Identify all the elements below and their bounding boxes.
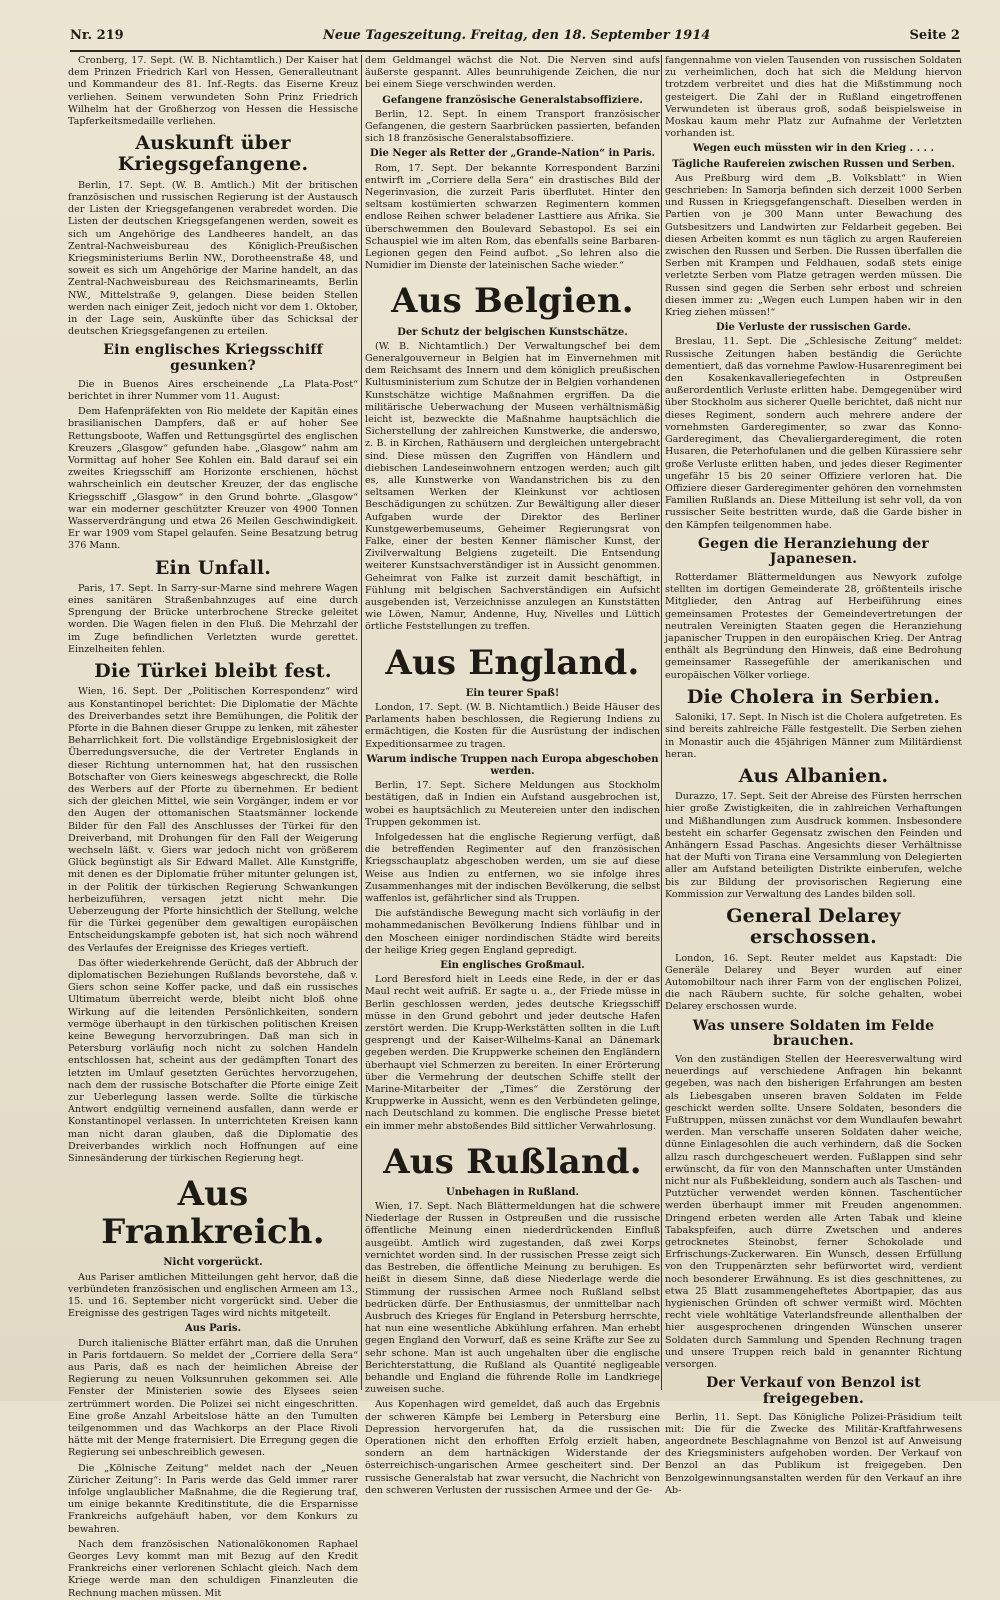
headline-tuerkei: Die Türkei bleibt fest. <box>94 660 332 683</box>
headline-unfall: Ein Unfall. <box>154 556 272 579</box>
headline-england: Aus England. <box>385 642 640 683</box>
column-3 <box>665 55 962 1496</box>
article-paragraph: Durazzo, 17. Sept. Seit der Abreise des Fürsten herrschen hier große Zwistigkeiten, die in zahlreichen Verhaftungen und Mißhandlungen zum Ausdruck kommen. Insbesondere besteht ein scharfer Gegensatz zwischen den Feinden und Anhängern Essad Paschas. Angesichts dieser Verhältnisse hat der Mufti von Tirana eine Versammlung von Delegierten aller am Aufstand beteiligten Distrikte einberufen, welche bis zur Bildung der provisorischen Regierung eine Kommission zur Verwaltung des Landes bilden soll. <box>665 791 962 900</box>
article-paragraph: Von den zuständigen Stellen der Heeresverwaltung wird neuerdings auf verschiedene Anfragen hin bekannt gegeben, was nach den bisherigen Erfahrungen am besten als Liebesgaben unseren braven Soldaten im Felde geschickt werden sollte. Unsere Soldaten, besonders die Fußtruppen, müssen zunächst vor dem Wundlaufen bewahrt werden. Man verschaffe unseren Soldaten daher weiche, dünne Einlagesohlen die auch verhindern, daß die Socken allzu rasch durchgescheuert werden. Fußlappen sind sehr erwünscht, da für von den Mannschaften unter Umständen nicht nur als Fußbekleidung, sondern auch als Taschen- und Putztücher verwendet werden können. Taschentücher werden überhaupt immer mit Freuden angenommen. Dringend erbeten werden alle Arten Tabak und kleine Tabakspfeifen, auch dürre Zwetschen und anderes getrocknetes Steinobst, ferner Schokolade und Erfrischungs-Zuckerwaren. Ein Wunsch, dessen Erfüllung von den Truppenärzten sehr befürwortet wird, verdient noch besonderer Erwähnung. Es ist dies geschnittenes, zu etwa 25 Blatt zusammengeheftetes Abortpapier, das aus hygienischen Gründen oft schwer vermißt wird. Möchten recht viele wohltätige Vaterlandsfreunde allenthalben der hier ausgesprochenen dringenden Wünschen unserer Soldaten durch Sammlung und Spenden Rechnung tragen und unsere Truppen reich bald in genannter Richtung versorgen. <box>665 1053 962 1371</box>
article-paragraph: Cronberg, 17. Sept. (W. B. Nichtamtlich.) Der Kaiser hat dem Prinzen Friedrich Karl von Hessen, Generalleutnant und Kommandeur des 81. Inf.-Regts. das Eiserne Kreuz verliehen. Seinem verwundeten Sohn Prinz Friedrich Wilhelm hat der Großherzog von Hessen die Hessische Tapferkeitsmedaille verliehen. <box>68 55 358 128</box>
article-paragraph: Berlin, 11. Sept. Das Königliche Polizei-Präsidium teilt mit: Die für die Zwecke des Militär-Kraftfahrwesens angeordnete Beschlagnahme von Benzol ist auf Anweisung des Kriegsministers aufgehoben worden. Der Verkauf von Benzol an das Publikum ist freigegeben. Den Benzolgewinnungsanstalten werden für den Verkauf an ihre Ab- <box>665 1411 962 1496</box>
subheadline: Gefangene französische Generalstabsoffiziere. <box>382 94 643 106</box>
subheadline: Warum indische Truppen nach Europa abgeschoben werden. <box>366 753 659 777</box>
article-paragraph: Die „Kölnische Zeitung“ meldet nach der „Neuen Züricher Zeitung“: In Paris werde das Geld immer rarer infolge unglaublicher Maßnahme, die die Regierung traf, um einige bekannte Kreditinstitute, die die Ersparnisse Frankreichs aufgehäuft haben, vor dem Konkurs zu bewahren. <box>68 1462 358 1535</box>
subheadline: Ein englisches Großmaul. <box>440 959 585 971</box>
article-paragraph: Saloniki, 17. Sept. In Nisch ist die Cholera aufgetreten. Es sind bereits zahlreiche Fälle festgestellt. Die Serben ziehen in Monastir auch die 45jährigen Männer zum Militärdienst heran. <box>665 712 962 760</box>
column-2 <box>365 55 660 1496</box>
article-paragraph: Rom, 17. Sept. Der bekannte Korrespondent Barzini entwirft im „Corriere della Sera“ ein drastisches Bild der Negerinvasion, die zurzeit Paris überflutet. Hinter den seltsam kostümierten schwarzen Regimentern kommen endlose Reihen schwer beladener Lasttiere aus Afrika. Sie überschwemmen den Boulevard Sebastopol. Es sei ein Schauspiel wie im alten Rom, das ebenfalls seine Barbaren-Legionen gegen den Feind aufbot. „So lehren also die Numidier im Dienste der lateinischen Sache wieder.“ <box>365 162 660 272</box>
headline-soldaten: Was unsere Soldaten im Felde brauchen. <box>692 1017 935 1050</box>
article-paragraph: Aus Preßburg wird dem „B. Volksblatt“ in Wien geschrieben: In Samorja befinden sich derzeit 1000 Serben und Russen in Kriegsgefangenschaft. Dieselben werden in Partien von je 300 Mann unter Bewachung des Gutsbesitzers und Landwirten zur Feldarbeit gegeben. Bei diesen Arbeiten kommt es nun täglich zu argen Raufereien zwischen den Russen und Serben. Die Russen überfallen die Serben mit Krampen und Feldhauen, sodaß stets einige verletzte Serben vom Platze getragen werden müssen. Die Russen sind gegen die Serben sehr erbost und schreien diesen immer zu: „Wegen euch Lumpen haben wir in den Krieg ziehen müssen!“ <box>665 172 962 319</box>
headline-albanien: Aus Albanien. <box>738 764 889 787</box>
article-paragraph: Nach dem französischen Nationalökonomen Raphael Georges Levy kommt man mit Bezug auf den Kredit Frankreichs einer verlorenen Schlacht gleich. Nach dem Kriege werde man den schuldigen Finanzleuten die Rechnung machen müssen. Mit <box>68 1538 358 1599</box>
subheadline: Nicht vorgerückt. <box>163 1257 263 1269</box>
headline-auskunft: Auskunft über Kriegsgefangene. <box>117 132 309 176</box>
article-paragraph: Berlin, 12. Sept. In einem Transport französischer Gefangenen, die gestern Saarbrücken passierten, befanden sich 18 französische Generalstabsoffiziere. <box>365 108 660 145</box>
article-paragraph: Aus Kopenhagen wird gemeldet, daß auch das Ergebnis der schweren Kämpfe bei Lemberg in Petersburg eine Depression hervorgerufen hat, da die russischen Operationen nicht den erhofften Erfolg erzielt haben, sondern an dem hartnäckigen Widerstande der österreichisch-ungarischen Armee gescheitert sind. Der russische Generalstab hat zwar versucht, die Nachricht von den schweren Verlusten der russischen Armee und der Ge- <box>365 1399 660 1496</box>
article-paragraph: Paris, 17. Sept. In Sarry-sur-Marne sind mehrere Wagen eines sanitären Straßenbahnzuges auf eine durch Sprengung der Brücke unterbrochene Strecke geleitet worden. Die Wagen fielen in den Fluß. Die Mehrzahl der im Zuge befindlichen Verletzten wurde gerettet. Einzelheiten fehlen. <box>68 582 358 655</box>
subheadline: Unbehagen in Rußland. <box>446 1186 579 1198</box>
article-paragraph: Breslau, 11. Sept. Die „Schlesische Zeitung“ meldet: Russische Zeitungen haben beständig die Gerüchte dementiert, daß das vornehme Pawlow-Husarenregiment bei den Kosakenkavalleriegefechten in Ostpreußen außerordentlich Verluste erlitten habe. Demgegenüber wird über Stockholm aus sicherer Quelle berichtet, daß nicht nur dieses Regiment, sondern auch mehrere andere der vornehmsten Garderegimenter, so zwar das Konno-Garderegiment, das Chevaliergarderegiment, die roten Husaren, die Peterhofulanen und die gelben Kürassiere sehr große Verluste erlitten haben, und jedes dieser Regimenter ungefähr 15 bis 20 seiner Offiziere verloren hat. Die Offiziere dieser Garderegimenter gehören den vornehmsten Familien Rußlands an. Diese Mitteilung ist sehr voll, da von russischer Seite bestritten wurde, daß die Garde bisher in den Kämpfen teilgenommen habe. <box>665 336 962 531</box>
subheadline: Tägliche Raufereien zwischen Russen und Serben. <box>672 158 955 170</box>
column-rule <box>661 55 662 1390</box>
headline-cholera: Die Cholera in Serbien. <box>686 685 941 708</box>
column-1 <box>68 55 358 1599</box>
subheadline: Die Neger als Retter der „Grande-Nation“ in Paris. <box>370 148 655 160</box>
headline-frankreich: Aus Frankreich. <box>101 1174 325 1253</box>
article-paragraph: Aus Pariser amtlichen Mitteilungen geht hervor, daß die verbündeten französischen und englischen Armeen am 13., 15. und 16. September nicht vorgerückt sind. Ueber die Ereignisse des gestrigen Tages wird nichts mitgeteilt. <box>68 1271 358 1320</box>
headline-russland: Aus Rußland. <box>383 1141 642 1182</box>
subheadline: Die Verluste der russischen Garde. <box>716 322 911 334</box>
subheadline: Wegen euch müssten wir in den Krieg . . . . <box>693 143 934 155</box>
subheadline: Ein teurer Spaß! <box>465 687 560 699</box>
article-paragraph: Lord Beresford hielt in Leeds eine Rede, in der er das Maul recht weit aufriß. Er sagte u. a., der Friede müsse in Berlin geschlossen werden, jedes deutsche Kriegsschiff müsse in den Grund gebohrt und jeder deutsche Hafen zerstört werden. Die Krupp-Werkstätten sollten in die Luft gesprengt und der Kaiser-Wilhelms-Kanal an Dänemark gegeben werden. Die Kruppwerke scheinen den Engländern überhaupt viel Schmerzen zu bereiten. In einer Erörterung über die Vermehrung der deutschen Schiffe stellt der Marine-Mitarbeiter der „Times“ die Zerstörung der Kruppwerke in Aussicht, wenn es den Verbündeten gelinge, nach Deutschland zu kommen. Die englische Presse bietet ein immer mehr abstoßendes Bild sittlicher Verwahrlosung. <box>365 974 660 1132</box>
article-paragraph: fangennahme von vielen Tausenden von russischen Soldaten zu verheimlichen, doch hat sich die Meldung hiervon trotzdem verbreitet und dies hat die Mißstimmung noch gesteigert. Die Zahl der in Rußland eingetroffenen Verwundeten ist überaus groß, sodaß beispielsweise in Moskau kaum mehr Platz zur Aufnahme der Verletzten vorhanden ist. <box>665 55 962 140</box>
article-paragraph: Wien, 17. Sept. Nach Blättermeldungen hat die schwere Niederlage der Russen in Ostpreußen und die russische öffentliche Meinung einen niederdrückenden Einfluß ausgeübt. Amtlich wird zugestanden, daß zwei Korps vernichtet worden sind. In der russischen Presse zeigt sich das Bestreben, die öffentliche Meinung zu beruhigen. Es heißt in diesem Sinne, daß diese Niederlage werde die Stimmung der russischen Armee noch Rußland selbst bedrücken dürfe. Der Enthusiasmus, der unmittelbar nach Ausbruch des Krieges für England in Petersburg herrschte, hat nun eine wesentliche Abkühlung erfahren. Man erhebt gegen England den Vorwurf, daß es seine Kräfte zur See zu sehr schone. Man ist auch ungehalten über die englische Berichterstattung, die Rußland als Quantité negligeable behandle und England die führende Rolle im Landkriege zuweisen suche. <box>365 1201 660 1396</box>
page-header <box>70 20 960 52</box>
article-paragraph: (W. B. Nichtamtlich.) Der Verwaltungschef bei dem Generalgouverneur in Belgien hat im Einvernehmen mit dem Reichsamt des Innern und dem königlich preußischen Kultusministerium zum Schutze der in Belgien vorhandenen Kunstschätze wichtige Maßnahmen ergriffen. Da die militärische Ueberwachung der Museen verhältnismäßig leicht ist, bezweckte die Maßnahme hauptsächlich die Sicherstellung der zahlreichen Kunstwerke, die anderswo, z. B. in Kirchen, Rathäusern und dergleichen untergebracht sind. Diese müssen den Zugriffen von Händlern und diebischen Landeseinwohnern entzogen werden; auch gilt es, alle Kunstwerke von Wandanstrichen bis zu den seltsamen Werken der Kleinkunst vor achtlosen Beschädigungen zu schützen. Zur Bewältigung aller dieser Aufgaben wurde der Direktor des Berliner Kunstgewerbemuseums, Geheimer Regierungsrat von Falke, einer der besten Kenner flämischer Kunst, der Zivilverwaltung Belgiens zugeteilt. Die Entsendung weiterer Kunstsachverständiger ist in Aussicht genommen. Geheimrat von Falke ist zurzeit damit beschäftigt, in Fühlung mit belgischen Sachverständigen ein Aufsicht ausgebenden ist, Verzeichnisse anzulegen an Kunststätten wie Löwen, Namur, Andenne, Huy, Nivelles und Lüttich örtliche Feststellungen zu treffen. <box>365 340 660 633</box>
headline-japanesen: Gegen die Heranziehung der Japanesen. <box>698 535 929 568</box>
headline-belgien: Aus Belgien. <box>391 281 634 322</box>
headline-kriegsschiff: Ein englisches Kriegsschiff gesunken? <box>103 342 323 375</box>
page-number: Nr. 219 <box>70 27 124 43</box>
article-paragraph: London, 17. Sept. (W. B. Nichtamtlich.) Beide Häuser des Parlaments haben beschlossen, die Regierung Indiens zu ermächtigen, die Kosten für die Ausrüstung der indischen Expeditionsarmee zu tragen. <box>365 701 660 750</box>
article-paragraph: London, 16. Sept. Reuter meldet aus Kapstadt: Die Generäle Delarey und Beyer wurden auf einer Automobiltour nach ihrer Farm von der englischen Polizei, die nach Räubern suchte, für solche gehalten, wobei Delarey erschossen wurde. <box>665 952 962 1013</box>
article-paragraph: Die aufständische Bewegung macht sich vorläufig in der mohammedanischen Bevölkerung Indiens fühlbar und in den Moscheen einiger nordindischen Städte wird bereits der heilige Krieg gegen England gepredigt. <box>365 908 660 956</box>
article-paragraph: Infolgedessen hat die englische Regierung verfügt, daß die betreffenden Regimenter auf den französischen Kriegsschauplatz abgeschoben werden, um sie auf diese Weise aus Indien zu entfernen, wo sie infolge ihres Zusammenhanges mit der indischen Bevölkerung, die selbst waffenlos ist, gefährlicher sind als Truppen. <box>365 831 660 904</box>
article-paragraph: Berlin, 17. Sept. (W. B. Amtlich.) Mit der britischen französischen und russischen Regierung ist der Austausch der Listen der Kriegsgefangenen verabredet worden. Die Listen der deutschen Kriegsgefangenen werden, soweit es sich um Angehörige des Landheeres handelt, an das Zentral-Nachweisbureau des Königlich-Preußischen Kriegsministeriums Berlin NW., Dorotheenstraße 48, und soweit es sich um Angehörige der Marine handelt, an das Zentral-Nachweisbureau des Reichsmarineamts, Berlin NW., Mittelstraße 9, gelangen. Diese beiden Stellen werden nach einiger Zeit, jedoch nicht vor dem 1. Oktober, in der Lage sein, Auskünfte über das Schicksal der deutschen Kriegsgefangenen zu erteilen. <box>68 179 358 338</box>
headline-benzol: Der Verkauf von Benzol ist freigegeben. <box>706 1375 921 1407</box>
masthead: Neue Tageszeitung. Freitag, den 18. September 1914 <box>322 27 711 43</box>
page-label: Seite 2 <box>909 27 960 43</box>
article-paragraph: Das öfter wiederkehrende Gerücht, daß der Abbruch der diplomatischen Beziehungen Rußlands bevorstehe, daß v. Giers schon seine Koffer packe, und daß ein russisches Ultimatum überreicht werde, bleibt nicht bloß ohne Wirkung auf die leitenden Persönlichkeiten, sondern vermöge überhaupt in den türkischen politischen Kreisen keine Bewegung hervorzubringen. Daß man sich in Petersburg vorläufig noch nicht zu solchen Handeln entschlossen hat, scheint aus der gedämpften Tonart des letzten im Umlauf gesetzten Gerüchtes hervorzugehen, nach dem der russische Botschafter die Pforte einige Zeit zur Ueberlegung lassen werde. Sollte die türkische Antwort endgültig verneinend ausfallen, dann werde er Konstantinopel verlassen. In unterrichteten Kreisen kann man nicht daran glauben, daß die Diplomatie des Dreiverbandes wirklich noch Hoffnungen auf eine Sinnesänderung der türkischen Regierung hegt. <box>68 957 358 1165</box>
subheadline: Der Schutz der belgischen Kunstschätze. <box>397 326 628 338</box>
article-paragraph: Dem Hafenpräfekten von Rio meldete der Kapitän eines brasilianischen Dampfers, daß er auf hoher See Rettungsboote, Waffen und Rettungsgürtel des englischen Kreuzers „Glasgow“ gefunden habe. „Glasgow“ nahm am Vormittag auf hoher See Kohlen ein. Bald darauf sei ein zweites Kriegsschiff am Horizonte erschienen, höchst wahrscheinlich ein deutscher Kreuzer, der das englische Kriegsschiff „Glasgow“ in den Grund bohrte. „Glasgow“ war ein moderner geschützter Kreuzer von 4900 Tonnen Wasserverdrängung und etwa 26 Meilen Geschwindigkeit. Er war 1909 vom Stapel gelaufen. Seine Besatzung betrug 376 Mann. <box>68 406 358 552</box>
article-paragraph: Rotterdamer Blättermeldungen aus Newyork zufolge stellten im dortigen Gemeinderate 28, größtenteils irische Mitglieder, den Antrag auf Herbeiführung eines gemeinsamen Protestes der Gemeindevertretungen der neutralen Vereinigten Staaten gegen die Heranziehung japanischer Truppen in den europäischen Krieg. Der Antrag enthält als Begründung den Hinweis, daß eine Bedrohung gemeinsamer Rassegefühle der amerikanischen und europäischen Völker vorliege. <box>665 572 962 681</box>
article-paragraph: Durch italienische Blätter erfährt man, daß die Unruhen in Paris fortdauern. So meldet der „Corriere della Sera“ aus Paris, daß es nach der heimlichen Abreise der Regierung zu neuen Volksunruhen gekommen sei. Alle Fenster der Ministerien sowie des Elysees seien zertrümmert worden. Die Polizei sei nicht eingeschritten. Eine große Anzahl Arbeitslose hätte an den Tumulten teilgenommen und das Wachkorps an der Place Rivoli hätte mit der Menge fraternisiert. Die Erregung gegen die Regierung sei unbeschreiblich gewesen. <box>68 1337 358 1459</box>
headline-delarey: General Delarey erschossen. <box>726 905 901 949</box>
article-paragraph: Berlin, 17. Sept. Sichere Meldungen aus Stockholm bestätigen, daß in Indien ein Aufstand ausgebrochen ist, wobei es hauptsächlich zu Meutereien unter den indischen Truppen gekommen ist. <box>365 780 660 828</box>
article-paragraph: dem Geldmangel wächst die Not. Die Nerven sind aufs äußerste gespannt. Alles beunruhigende Zeichen, die nur bei einem Siege verschwinden werden. <box>365 55 660 91</box>
subheadline: Aus Paris. <box>184 1323 242 1335</box>
column-rule <box>361 55 362 1390</box>
article-paragraph: Die in Buenos Aires erscheinende „La Plata-Post“ berichtet in ihrer Nummer vom 11. August: <box>68 378 358 402</box>
article-paragraph: Wien, 16. Sept. Der „Politischen Korrespondenz“ wird aus Konstantinopel berichtet: Die Diplomatie der Mächte des Dreiverbandes setzt ihre Bemühungen, die Politik der Pforte in die Bahnen dieser Gruppe zu lenken, mit zähester Beharrlichkeit fort. Die vollständige Ergebnislosigkeit der Überredungsversuche, die der Vertreter Englands in dieser Richtung unternommen hat, hat den russischen Botschafter von Giers keineswegs abgeschreckt, die Rolle des Werbers auf der Pforte zu übernehmen. Er bedient sich der gleichen Mittel, wie sein Vorgänger, indem er vor den Augen der ottomanischen Staatsmänner lockende Bilder für den Fall des Anschlusses der Türkei für den Dreiverband, mit Drohungen für den Fall der Weigerung wechseln läßt. v. Giers war jedoch nicht von größerem Glück begünstigt als Sir Edward Mallet. Alle Kunstgriffe, mit denen es der Diplomatie früher mitunter gelungen ist, in der Politik der türkischen Regierung Schwankungen herbeizuführen, versagen jetzt nicht mehr. Die Ueberzeugung der Pforte hinsichtlich der Stellung, welche für die Türkei gegenüber dem gewaltigen europäischen Entscheidungskampfe geboten ist, hat sich noch während des Verlaufes der Ereignisse des Krieges vertieft. <box>68 686 358 954</box>
